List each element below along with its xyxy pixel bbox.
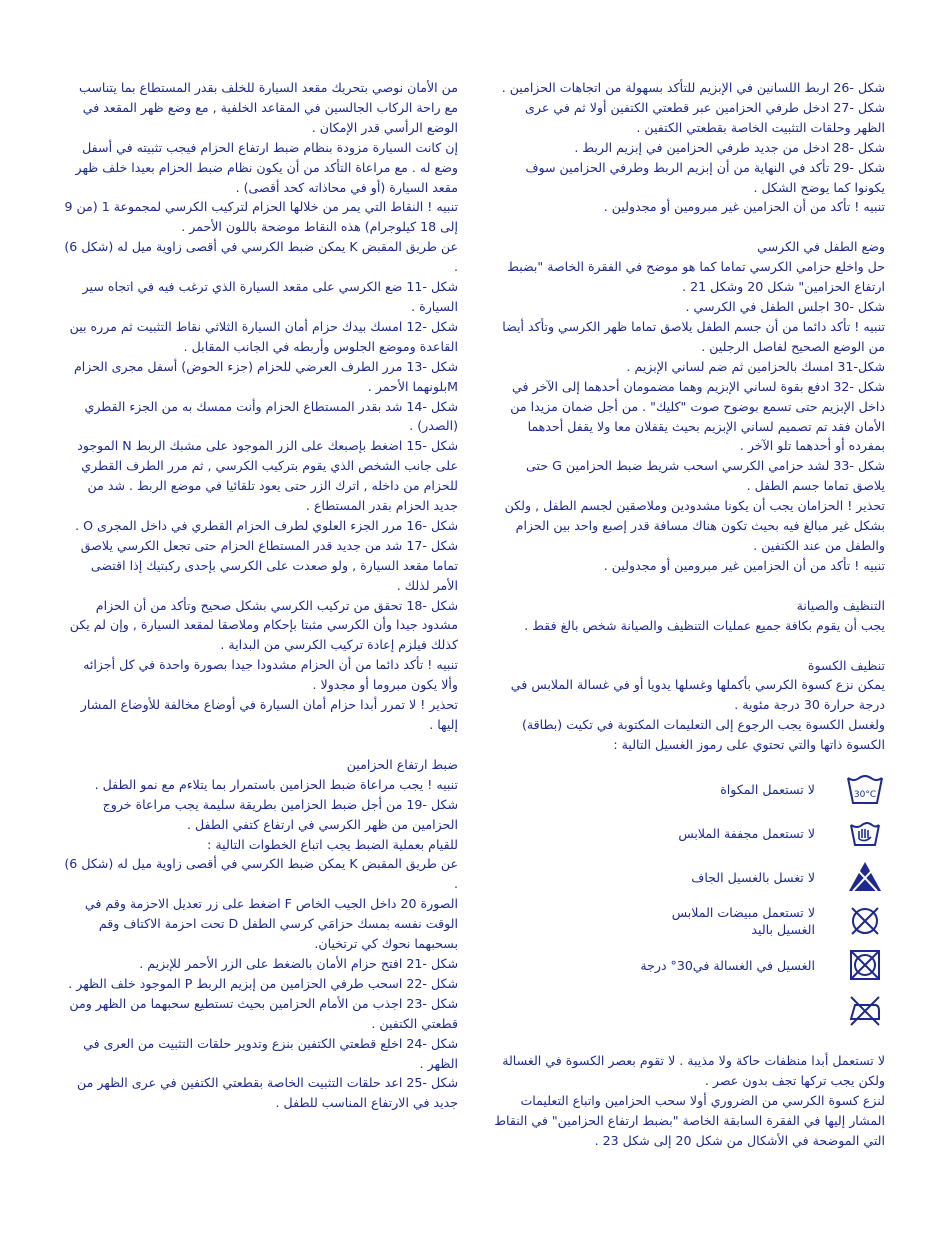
paragraph: حل واخلع حزامي الكرسي تماما كما هو موضح في الفقرة الخاصة "بضبط ارتفاع الحزامين" شكل 20 وشكل 21 . bbox=[507, 259, 885, 295]
wash-symbol-label: لا تستعمل مجففة الملابس bbox=[678, 825, 815, 841]
section-heading-child: وضع الطفل في الكرسي bbox=[757, 239, 885, 255]
right-column bbox=[492, 78, 885, 1151]
wash-symbol-row bbox=[492, 899, 885, 943]
spacer bbox=[492, 755, 885, 767]
paragraph: شكل -26 اربط اللسانين في الإبزيم للتأكد بسهولة من اتجاهات الحزامين . bbox=[501, 80, 885, 95]
no-bleach-triangle-icon bbox=[845, 857, 885, 897]
paragraph: تحذير ! لا تمرر أبدا حزام أمان السيارة في أوضاع مخالفة للأوضاع المشار إليها . bbox=[80, 697, 458, 732]
wash-symbol-label: لا تستعمل المكواة bbox=[720, 781, 815, 797]
paragraph: تنبيه ! تأكد دائما من أن جسم الطفل يلاصق تماما ظهر الكرسي وتأكد أيضا من الوضع الصحيح لفاصل الرجلين . bbox=[502, 318, 885, 354]
paragraph: شكل -28 ادخل من جديد طرفي الحزامين في إبزيم الربط . bbox=[574, 139, 885, 155]
paragraph: تحذير ! الحزامان يجب أن يكونا مشدودين وملاصقين لجسم الطفل , ولكن بشكل غير مبالغ فيه بحيث تكون هناك مسافة قدر إصبع واحد بين الحزام والطفل من عند الكتفين . bbox=[504, 498, 885, 553]
hand-wash-icon bbox=[845, 813, 885, 853]
wash-30-icon bbox=[845, 769, 885, 809]
paragraph: شكل -27 ادخل طرفي الحزامين عبر قطعتي الكتفين أولا ثم في عرى الظهر وحلقات التثبيت الخاصة بقطعتي الكتفين . bbox=[525, 99, 885, 135]
paragraph: شكل -25 اعد حلقات التثبيت الخاصة بقطعتي الكتفين في عرى الظهر من جديد في الارتفاع المناسب للطفل . bbox=[77, 1075, 458, 1111]
paragraph: شكل -19 من أجل ضبط الحزامين بطريقة سليمة يجب مراعاة خروج الحزامين من ظهر الكرسي في ارتفاع كتفي الطفل . bbox=[102, 796, 458, 832]
left-column bbox=[64, 78, 458, 1113]
paragraph: الصورة 20 داخل الجيب الخاص F اضغط على زر تعديل الاحزمة وقم في الوقت نفسه بمسك حزامَي كرسي الطفل D تحت احزمة الاكتاف وقم بسحبهما نحوك كي ترتخيان. bbox=[84, 896, 458, 952]
no-tumble-dry-icon bbox=[845, 945, 885, 985]
spacer bbox=[492, 576, 885, 596]
paragraph: تنبيه ! تأكد دائما من أن الحزام مشدودا جيدا بصورة واحدة في كل أجزائه وألا يكون مبروما أو مجدولا . bbox=[83, 657, 458, 693]
spacer bbox=[492, 1031, 885, 1051]
paragraph: عن طريق المقبض K يمكن ضبط الكرسي في أقصى زاوية ميل له (شكل 6) . bbox=[64, 239, 458, 275]
paragraph: شكل -33 لشد حزامي الكرسي اسحب شريط ضبط الحزامين G حتى يلاصق تماما جسم الطفل . bbox=[526, 458, 885, 494]
spacer bbox=[492, 636, 885, 656]
paragraph: شكل -30 اجلس الطفل في الكرسي . bbox=[685, 299, 885, 315]
paragraph: شكل -24 اخلع قطعتي الكتفين بنزع وتدوير حلقات التثبيت من العرى في الظهر . bbox=[83, 1035, 458, 1071]
paragraph: من الأمان نوصي بتحريك مقعد السيارة للخلف بقدر المستطاع بما يتناسب مع راحة الركاب الجالسين في المقاعد الخلفية , مع وضع ظهر المقعد في الوضع الرأسي قدر الإمكان . bbox=[79, 80, 458, 135]
section-heading-cleaning: التنظيف والصيانة bbox=[796, 597, 885, 613]
paragraph: تنبيه ! يجب مراعاة ضبط الحزامين باستمرار بما يتلاءم مع نمو الطفل . bbox=[94, 776, 458, 792]
paragraph: شكل -22 اسحب طرفي الحزامين من إبزيم الربط P الموجود خلف الظهر . bbox=[68, 975, 458, 991]
wash-symbol-label: لا تستعمل مبيضات الملابس الغسيل باليد bbox=[671, 905, 815, 938]
paragraph: يمكن نزع كسوة الكرسي بأكملها وغسلها يدويا أو في غسالة الملابس في درجة حرارة 30 درجة مئوية . bbox=[510, 677, 885, 713]
spacer bbox=[64, 735, 458, 755]
paragraph: تنبيه ! النقاط التي يمر من خلالها الحزام لتركيب الكرسي لمجموعة 1 (من 9 إلى 18 كيلوجرام) هذه النقاط موضحة باللون الأحمر . bbox=[64, 199, 458, 235]
paragraph: شكل -13 مرر الطرف العرضي للحزام (جزء الحوض) أسفل مجرى الحزام Mبلونهما الأحمر . bbox=[73, 358, 458, 394]
paragraph: إن كانت السيارة مزودة بنظام ضبط ارتفاع الحزام فيجب تثبيته في أسفل وضع له . مع مراعاة التأكد من أن يكون نظام ضبط الحزام بعيدا خلف ظهر مقعد السيارة (أو في محاذاته كحد أقصى) . bbox=[75, 139, 458, 195]
paragraph: يجب أن يقوم بكافة جميع عمليات التنظيف والصيانة شخص بالغ فقط . bbox=[524, 617, 885, 633]
paragraph: شكل -16 مرر الجزء العلوي لطرف الحزام القطري في داخل المجرى O . bbox=[75, 517, 458, 533]
no-dry-clean-icon bbox=[845, 901, 885, 941]
wash-symbol-row bbox=[492, 811, 885, 855]
paragraph: شكل -23 اجذب من الأمام الحزامين بحيث تستطيع سحبهما من الظهر ومن قطعتي الكتفين . bbox=[69, 995, 458, 1031]
paragraph: شكل -21 افتح حزام الأمان بالضغط على الزر الأحمر للإبزيم . bbox=[139, 955, 458, 971]
wash-symbol-row bbox=[492, 987, 885, 1031]
paragraph: شكل -32 ادفع بقوة لساني الإبزيم وهما مضمومان أحدهما إلى الآخر في داخل الإبزيم حتى تسمع بوضوح صوت "كليك" . من أجل ضمان مزيدا من الأمان فقد تم تصميم لساني الإبزيم بحيث يقفلان معا ولا يقفل أحدهما بمفرده أو أحدهما تلو الآخر . bbox=[510, 378, 885, 454]
paragraph: شكل -12 امسك بيدك حزام أمان السيارة الثلاثي نقاط التثبيت ثم مرره بين القاعدة وموضع الجلوس وأربطه في الجانب المقابل . bbox=[69, 318, 458, 354]
wash-symbol-row bbox=[492, 767, 885, 811]
paragraph: لا تستعمل أبدا منظفات حاكة ولا مذيبة . لا تقوم بعصر الكسوة في الغسالة ولكن يجب تركها تجف بدون عصر . bbox=[502, 1053, 885, 1088]
wash-symbol-label: لا تغسل بالغسيل الجاف bbox=[691, 869, 815, 885]
paragraph: عن طريق المقبض K يمكن ضبط الكرسي في أقصى زاوية ميل له (شكل 6) . bbox=[64, 856, 458, 892]
paragraph: شكل -15 اضغط بإصبعك على الزر الموجود على مشبك الربط N الموجود على جانب الشخص الذي يقوم بتركيب الكرسي , ثم مرر الطرف القطري للحزام من داخله , اترك الزر حتى يعود تلقائيا في موضع الربط . شد من جديد الحزام بقدر المستطاع . bbox=[77, 438, 458, 514]
paragraph: لنزع كسوة الكرسي من الضروري أولا سحب الحزامين واتباع التعليمات المشار إليها في الفقرة السابقة الخاصة "بضبط ارتفاع الحزامين" في النقاط التي الموضحة في الأشكال من شكل 20 إلى شكل 23 . bbox=[494, 1092, 885, 1148]
paragraph: للقيام بعملية الضبط يجب اتباع الخطوات التالية : bbox=[207, 836, 458, 852]
paragraph: تنبيه ! تأكد من أن الحزامين غير مبرومين أو مجدولين . bbox=[603, 557, 885, 573]
wash-symbol-row bbox=[492, 855, 885, 899]
paragraph: ولغسل الكسوة يجب الرجوع إلى التعليمات المكتوبة في تكيت (بطاقة) الكسوة ذاتها والتي تحتوي على رموز الغسيل التالية : bbox=[521, 717, 885, 753]
no-iron-icon bbox=[845, 989, 885, 1029]
paragraph: شكل -11 ضع الكرسي على مقعد السيارة الذي ترغب فيه في اتجاه سير السيارة . bbox=[82, 279, 458, 314]
paragraph: شكل -14 شد بقدر المستطاع الحزام وأنت ممسك به من الجزء القطري (الصدر) . bbox=[84, 398, 458, 434]
section-heading-cover: تنظيف الكسوة bbox=[807, 657, 885, 673]
paragraph: شكل -18 تحقق من تركيب الكرسي بشكل صحيح وتأكد من أن الحزام مشدود جيدا وأن الكرسي مثبتا بإحكام وملاصقا لمقعد السيارة , وإن لم يكن كذلك فيلزم إعادة تركيب الكرسي من البداية . bbox=[69, 597, 458, 653]
paragraph: شكل -17 شد من جديد قدر المستطاع الحزام حتى تجعل الكرسي يلاصق تماما مقعد السيارة , ولو صعدت على الكرسي بإحدى ركبتيك إذا اقتضى الأمر لذلك . bbox=[80, 537, 458, 593]
wash-symbols-list bbox=[492, 767, 885, 1031]
svg-text:30°C: 30°C bbox=[853, 790, 877, 801]
wash-symbol-row bbox=[492, 943, 885, 987]
section-heading-height: ضبط ارتفاع الحزامين bbox=[346, 756, 458, 772]
spacer bbox=[492, 217, 885, 237]
paragraph: تنبيه ! تأكد من أن الحزامين غير مبرومين أو مجدولين . bbox=[603, 199, 885, 215]
wash-symbol-label: الغسيل في الغسالة في30° درجة bbox=[640, 957, 815, 973]
paragraph: شكل -29 تأكد في النهاية من أن إبزيم الربط وطرفي الحزامين سوف يكونوا كما يوضح الشكل . bbox=[525, 159, 885, 195]
paragraph: شكل-31 امسك بالحزامين ثم ضم لساني الإبزيم . bbox=[626, 358, 885, 374]
